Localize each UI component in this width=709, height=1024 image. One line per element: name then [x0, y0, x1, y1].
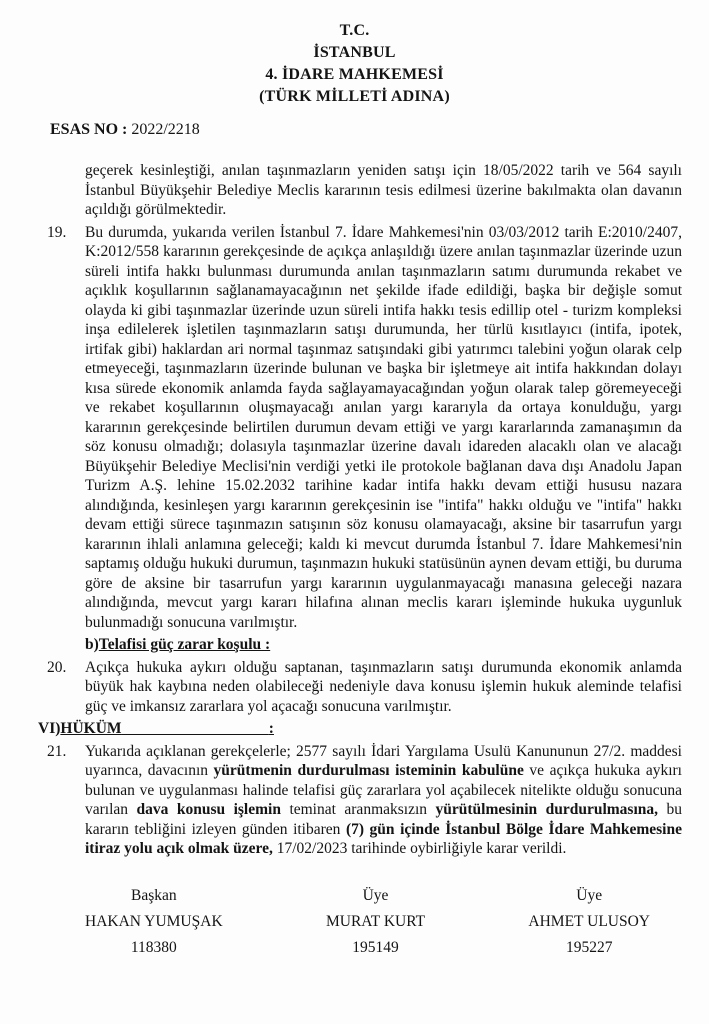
text-run: geçerek kesinleştiği, anılan taşınmazların yeniden satışı için 18/05/2022 tarih ve 564 sayılı İstanbul Büyükşehir Belediye Meclis kararının tesis edilmesi üzerine bakılmakta olan davanın açıldığı görülmektedir.	[85, 162, 682, 218]
case-number-value: 2022/2218	[131, 121, 200, 138]
signature-title: Üye	[576, 886, 603, 904]
signature-regno: 195227	[565, 938, 613, 956]
republic-title: T.C.	[339, 22, 370, 39]
signature-title: Üye	[362, 886, 389, 904]
text-run: VI)	[38, 720, 61, 737]
section-heading	[85, 635, 682, 655]
numbered-paragraph	[47, 223, 682, 633]
document-body	[38, 161, 683, 859]
signature-name: MURAT KURT	[325, 912, 426, 930]
city-title: İSTANBUL	[313, 44, 396, 61]
signature-president	[85, 883, 223, 961]
text-run: yürütülmesinin durdurulmasına,	[435, 801, 659, 818]
text-run: Bu durumda, yukarıda verilen İstanbul 7. İdare Mahkemesi'nin 03/03/2012 tarih E:2010/2407, K:2012/558 kararının gerekçesinde de açıkça anlaşıldığı üzere anılan taşınmazlar üzerinde uzun süreli intifa hakkı bulunması durumunda anılan taşınmazların satımı durumunda rekabet ve açıklık koşullarının sağlanamayacağının net şekilde ifade edildiği, başka bir değişle somut olayda ki gibi taşınmazlar üzerinde uzun süreli intifa hakkı tesis edillip otel - turizm kompleksi inşa edilelerek işletilen taşınmazların satışı durumunda, her türlü kısıtlayıcı (intifa, ipotek, irtifak gibi) haklardan ari normal taşınmaz satışındaki gibi yatırımcı talebini yoğun olarak celp etmeyeceği, taşınmazların üzerinde bulunan ve başka bir işletmeye ait intifa hakkından dolayı kısa sürede ekonomik anlamda fayda sağlayamayacağından yoğun olarak talep göremeyeceği ve rekabet koşullarının oluşmayacağı anılan yargı kararıyla da ortaya konulduğu, yargı kararının gerekçesinde belirtilen durumun devam ettiği ve yargı kararlarında zamanaşımın da söz konusu olmadığı; dolasıyla taşınmazlar üzerine davalı idareden alacaklı olan ve alacağı Büyükşehir Belediye Meclisi'nin verdiği yetki ile protokole bağlanan dava dışı Anadolu Japan Turizm A.Ş. lehine 15.02.2032 tarihine kadar intifa hakkı devam ettiği hususu nazara alındığında, kesinleşen yargı kararının gerekçesinin ise "intifa" hakkı olduğu ve "intifa" hakkı devam ettiği sürece taşınmazın satışının söz konusu olamayacağı, aksine bir tasarrufun yargı kararının ihlali anlamına geleceği; kaldı ki mevcut durumda İstanbul 7. İdare Mahkemesi'nin saptamış olduğu hukuki durumun, taşınmazın hukuki statüsünün aynen devam ettiği, bu duruma göre de aksine bir tasarrufun yargı kararının uygulanmayacağı manasına geleceği nazara alındığında, mevcut yargı kararı hilafına alınan meclis kararı işleminde hukuka uygunluk bulunmadığı sonucuna varılmıştır.	[85, 223, 682, 631]
text-run: HÜKÜM	[60, 720, 122, 737]
signature-regno: 195149	[352, 938, 399, 956]
signature-title: Başkan	[131, 886, 177, 904]
text-run: Açıkça hukuka aykırı olduğu saptanan, taşınmazların satışı durumunda ekonomik anlamda büyük hak kaybına neden olabileceği nedeniyle dava konusu işlemin hukuk aleminde telafisi güç ve imkansız zararlara yol açacağı sonucuna varılmıştır.	[85, 658, 682, 715]
case-number-label: ESAS NO :	[50, 121, 128, 138]
document-header	[0, 0, 709, 108]
signature-block	[85, 883, 650, 961]
text-run: (7) gün içinde İstanbul Bölge İdare Mahkemesine itiraz yolu açık olmak üzere,	[85, 820, 682, 857]
paragraph	[85, 161, 682, 220]
signature-name: HAKAN YUMUŞAK	[85, 912, 223, 930]
text-run: Yukarıda açıklanan gerekçelerle; 2577 sayılı İdari Yargılama Usulü Kanununun 27/2. maddesi uyarınca, davacının	[85, 742, 682, 779]
text-run: dava konusu işlemin	[136, 801, 281, 818]
case-number-row	[50, 120, 709, 140]
signature-regno: 118380	[130, 938, 177, 956]
paragraph-number: 21.	[47, 742, 67, 760]
text-run: b)	[85, 636, 99, 653]
signature-member-2	[528, 883, 650, 961]
text-run: 17/02/2023 tarihinde oybirliğiyle karar verildi.	[272, 840, 567, 857]
text-run: Telafisi güç zarar koşulu :	[98, 636, 271, 653]
numbered-paragraph	[47, 742, 683, 859]
signature-member-1	[321, 883, 431, 961]
court-title: 4. İDARE MAHKEMESİ	[265, 66, 444, 83]
paragraph-number: 19.	[47, 223, 67, 241]
in-the-name-of-title: (TÜRK MİLLETİ ADINA)	[259, 88, 450, 105]
signature-name: AHMET ULUSOY	[528, 912, 650, 930]
text-run: ve açıkça hukuka aykırı bulunan ve uygulanması halinde telafisi güç zararlara yol açabilecek nitelikte olduğu sonucuna varılan	[85, 762, 682, 818]
text-run: bu kararın tebliğini izleyen günden itibaren	[85, 801, 683, 838]
numbered-paragraph	[47, 658, 682, 717]
text-run: :	[268, 720, 274, 737]
text-run: yürütmenin durdurulması isteminin kabulüne	[213, 762, 524, 779]
section-heading	[38, 719, 682, 739]
underline-gap	[122, 720, 269, 737]
text-run: teminat aranmaksızın	[280, 801, 436, 818]
paragraph-number: 20.	[47, 658, 67, 676]
